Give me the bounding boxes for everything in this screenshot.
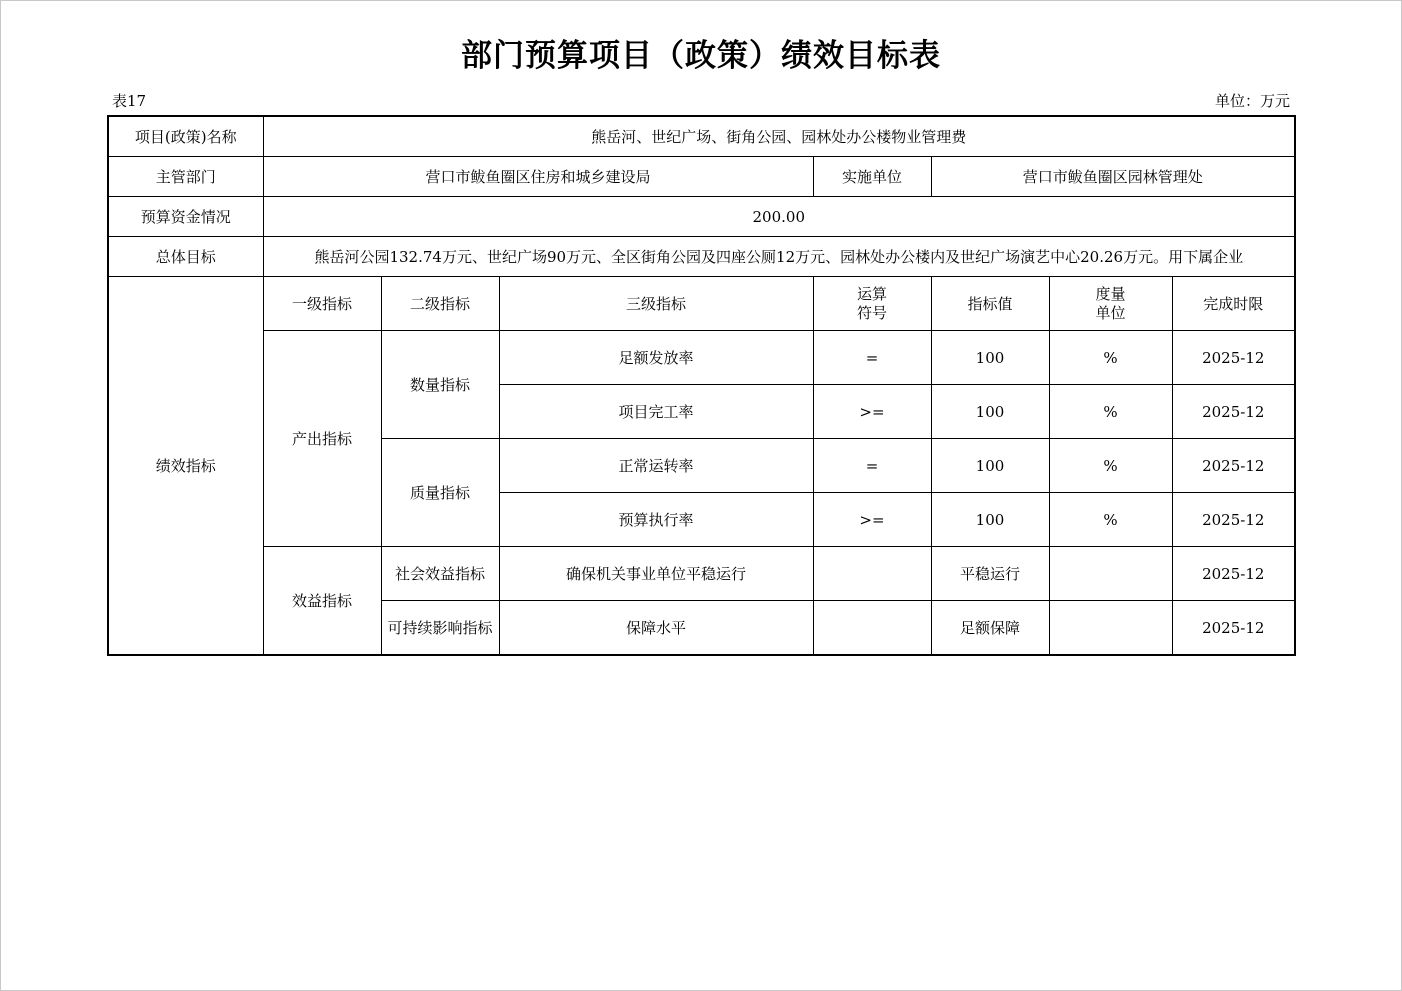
indicator-deadline: 2025-12	[1172, 385, 1295, 439]
header-level3: 三级指标	[499, 277, 813, 331]
dept-name: 营口市鲅鱼圈区住房和城乡建设局	[263, 157, 813, 197]
indicator-value: 100	[931, 439, 1049, 493]
quality-indicator: 质量指标	[381, 439, 499, 547]
indicator-unit	[1049, 601, 1172, 656]
perf-indicator-label: 绩效指标	[108, 277, 263, 656]
indicator-deadline: 2025-12	[1172, 547, 1295, 601]
indicator-row	[108, 331, 1295, 385]
indicator-name: 项目完工率	[499, 385, 813, 439]
indicator-deadline: 2025-12	[1172, 439, 1295, 493]
indicator-deadline: 2025-12	[1172, 601, 1295, 656]
header-deadline: 完成时限	[1172, 277, 1295, 331]
indicator-operator: >=	[813, 385, 931, 439]
indicator-value: 足额保障	[931, 601, 1049, 656]
header-operator-line2: 符号	[856, 303, 887, 322]
page-title: 部门预算项目（政策）绩效目标表	[461, 38, 941, 74]
indicator-operator: =	[813, 439, 931, 493]
budget-row	[108, 197, 1295, 237]
indicator-value: 100	[931, 493, 1049, 547]
output-indicator: 产出指标	[263, 331, 381, 547]
indicator-deadline: 2025-12	[1172, 331, 1295, 385]
header-level1: 一级指标	[263, 277, 381, 331]
performance-table	[107, 115, 1296, 656]
header-unit	[1049, 277, 1172, 331]
dept-label: 主管部门	[108, 157, 263, 197]
header-unit-line1: 度量	[1095, 284, 1126, 303]
header-operator	[813, 277, 931, 331]
indicator-unit: %	[1049, 493, 1172, 547]
sustainability-indicator: 可持续影响指标	[381, 601, 499, 656]
indicator-operator	[813, 601, 931, 656]
dept-row	[108, 157, 1295, 197]
table-number: 表17	[112, 92, 147, 110]
goal-text: 熊岳河公园132.74万元、世纪广场90万元、全区街角公园及四座公厕12万元、园林处办公楼内及世纪广场演艺中心20.26万元。用下属企业	[263, 237, 1295, 277]
header-unit-line2: 单位	[1095, 303, 1126, 322]
indicator-value: 100	[931, 385, 1049, 439]
header-operator-line1: 运算	[856, 284, 887, 303]
indicator-name: 保障水平	[499, 601, 813, 656]
indicator-name: 足额发放率	[499, 331, 813, 385]
header-value: 指标值	[931, 277, 1049, 331]
benefit-indicator: 效益指标	[263, 547, 381, 656]
indicator-value: 平稳运行	[931, 547, 1049, 601]
unit-label: 单位：万元	[1214, 92, 1290, 110]
goal-label: 总体目标	[108, 237, 263, 277]
project-row	[108, 116, 1295, 157]
indicator-value: 100	[931, 331, 1049, 385]
indicator-operator	[813, 547, 931, 601]
indicator-unit: %	[1049, 385, 1172, 439]
project-name: 熊岳河、世纪广场、街角公园、园林处办公楼物业管理费	[263, 116, 1295, 157]
indicator-name: 确保机关事业单位平稳运行	[499, 547, 813, 601]
indicator-name: 正常运转率	[499, 439, 813, 493]
indicator-unit: %	[1049, 331, 1172, 385]
header-level2: 二级指标	[381, 277, 499, 331]
impl-unit-name: 营口市鲅鱼圈区园林管理处	[931, 157, 1295, 197]
indicator-name: 预算执行率	[499, 493, 813, 547]
indicator-operator: >=	[813, 493, 931, 547]
indicator-operator: =	[813, 331, 931, 385]
header-row	[108, 277, 1295, 331]
social-benefit-indicator: 社会效益指标	[381, 547, 499, 601]
indicator-unit: %	[1049, 439, 1172, 493]
quantity-indicator: 数量指标	[381, 331, 499, 439]
indicator-deadline: 2025-12	[1172, 493, 1295, 547]
budget-label: 预算资金情况	[108, 197, 263, 237]
impl-unit-label: 实施单位	[813, 157, 931, 197]
project-label: 项目(政策)名称	[108, 116, 263, 157]
indicator-row	[108, 547, 1295, 601]
budget-amount: 200.00	[263, 197, 1295, 237]
goal-row	[108, 237, 1295, 277]
indicator-unit	[1049, 547, 1172, 601]
